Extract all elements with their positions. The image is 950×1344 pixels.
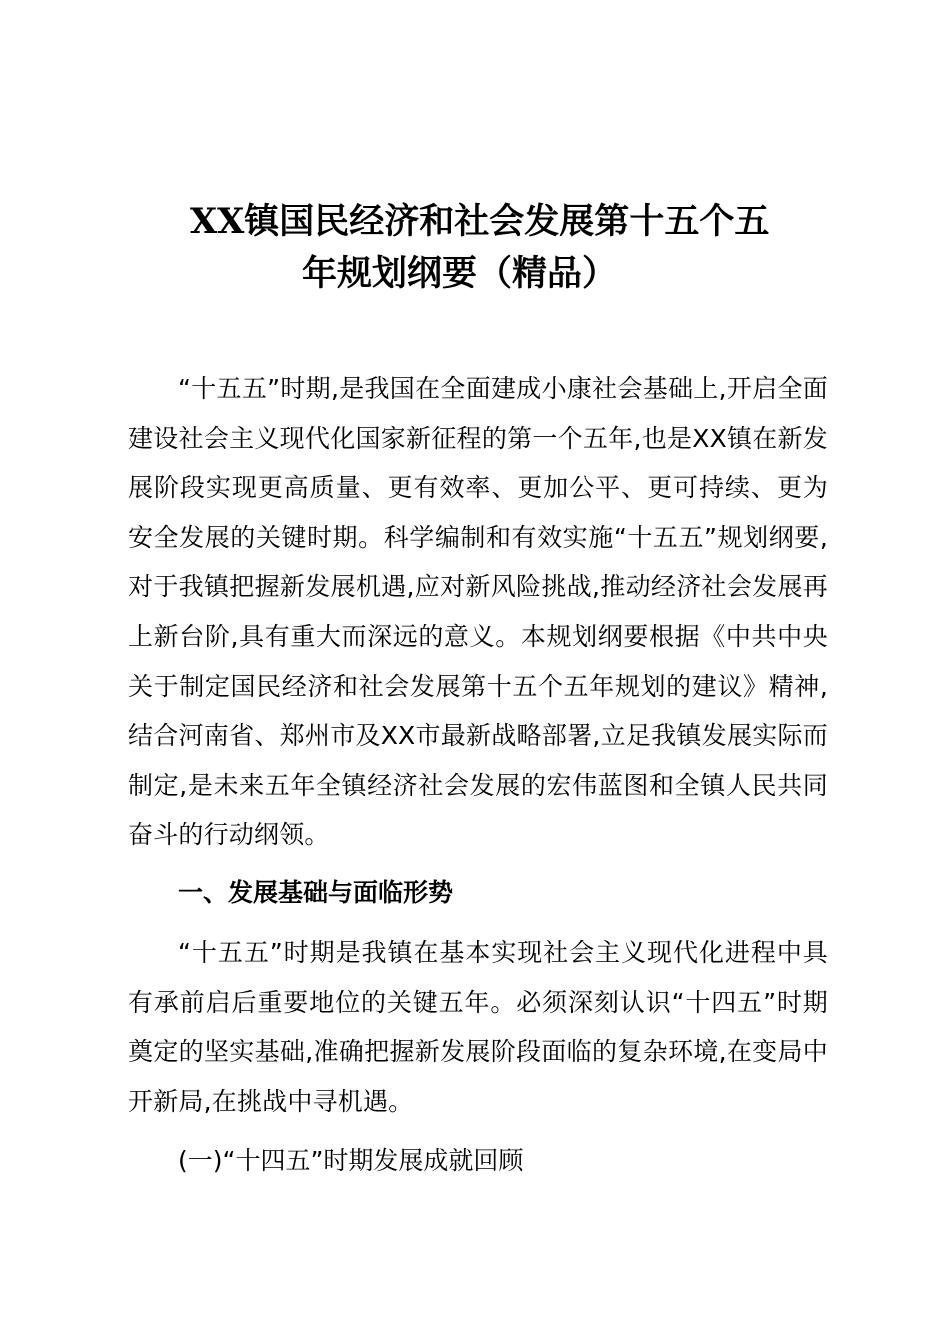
section-heading-1: 一、发展基础与面临形势 bbox=[178, 878, 454, 907]
subsection-heading-1: (一)“十四五”时期发展成就回顾 bbox=[178, 1146, 524, 1175]
document-title-line-2: 年规划纲要（精品） bbox=[302, 253, 618, 294]
document-title-line-1: XX镇国民经济和社会发展第十五个五 bbox=[190, 201, 770, 242]
intro-paragraph: “十五五”时期,是我国在全面建成小康社会基础上,开启全面建设社会主义现代化国家新征程的第一个五年,也是XX镇在新发展阶段实现更高质量、更有效率、更加公平、更可持续、更为安全发展的关键时期。科学编制和有效实施“十五五”规划纲要,对于我镇把握新发展机遇,应对新风险挑战,推动经济社会发展再上新台阶,具有重大而深远的意义。本规划纲要根据《中共中央关于制定国民经济和社会发展第十五个五年规划的建议》精神,结合河南省、郑州市及XX市最新战略部署,立足我镇发展实际而制定,是未来五年全镇经济社会发展的宏伟蓝图和全镇人民共同奋斗的行动纲领。 bbox=[128, 374, 828, 850]
section-1-paragraph: “十五五”时期是我镇在基本实现社会主义现代化进程中具有承前启后重要地位的关键五年。必须深刻认识“十四五”时期奠定的坚实基础,准确把握新发展阶段面临的复杂环境,在变局中开新局,在挑战中寻机遇。 bbox=[128, 938, 828, 1116]
document-title bbox=[120, 196, 880, 300]
